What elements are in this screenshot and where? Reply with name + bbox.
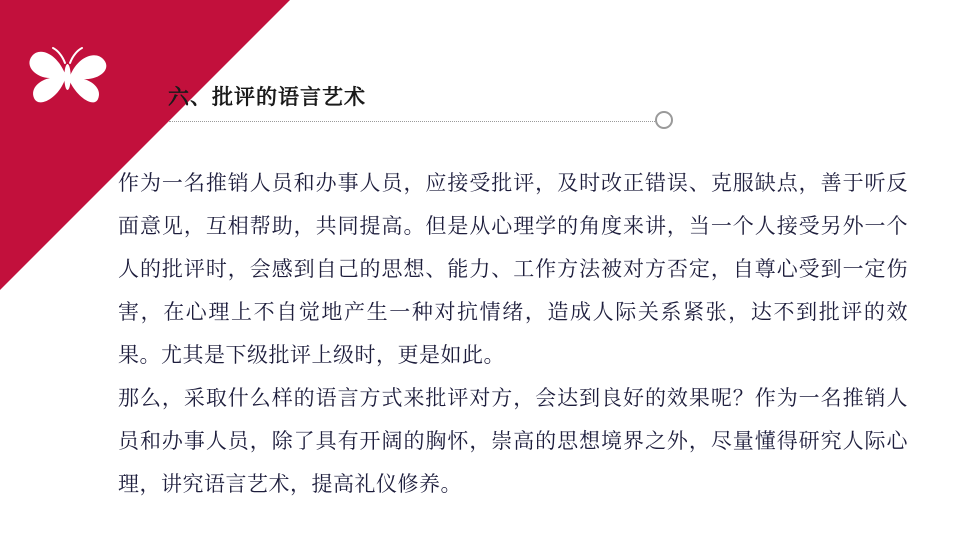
butterfly-icon: [20, 42, 116, 112]
paragraph: 那么，采取什么样的语言方式来批评对方，会达到良好的效果呢？作为一名推销人员和办事人员，除了具有开阔的胸怀，崇高的思想境界之外，尽量懂得研究人际心理，讲究语言艺术，提高礼仪修养。: [118, 387, 908, 496]
paragraph: 作为一名推销人员和办事人员，应接受批评，及时改正错误、克服缺点，善于听反面意见，互相帮助，共同提高。但是从心理学的角度来讲，当一个人接受另外一个人的批评时，会感到自己的思想、能力、工作方法被对方否定，自尊心受到一定伤害，在心理上不自觉地产生一种对抗情绪，造成人际关系紧张，达不到批评的效果。尤其是下级批评上级时，更是如此。: [118, 172, 908, 367]
title-underline: [169, 121, 659, 122]
circle-marker-icon: [655, 111, 673, 129]
title-row: [168, 84, 728, 124]
body-text: [118, 162, 908, 506]
page-title: 六、批评的语言艺术: [168, 86, 366, 109]
